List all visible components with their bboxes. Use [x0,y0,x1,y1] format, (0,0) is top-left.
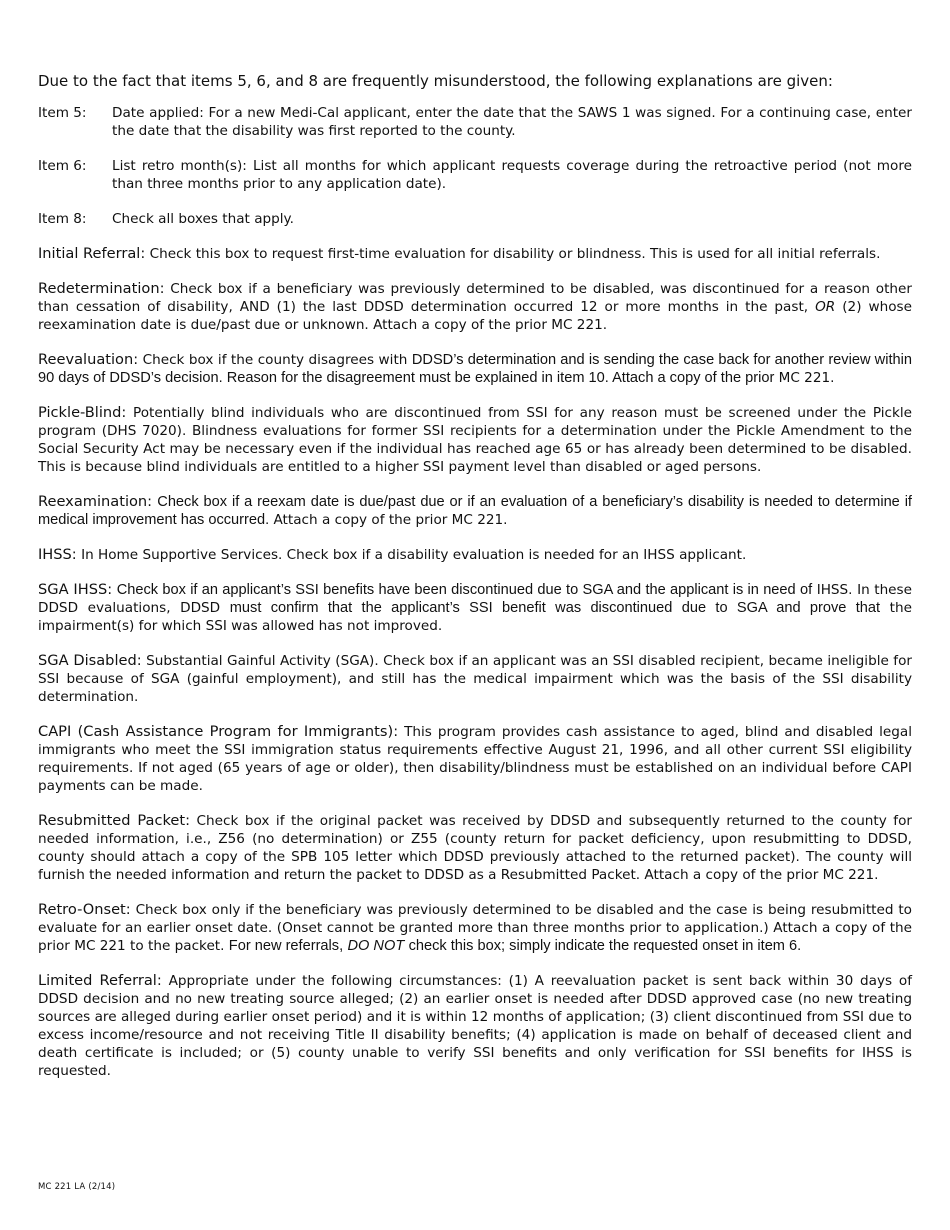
item-6 [38,157,912,193]
limited-referral-paragraph [38,972,912,1080]
section-text: Attach a copy of the prior MC 221. [273,512,508,528]
sga-disabled-paragraph [38,652,912,706]
section-text: In these DDSD evaluations, DDSD [38,582,912,616]
item-8 [38,210,912,228]
item-text: Check all boxes that apply. [112,211,294,227]
section-term: Initial Referral: [38,245,146,262]
section-term: Redetermination: [38,280,165,297]
section-text: (2) whose reexamination date is due/past due or unknown. Attach a copy of the prior MC 221. [38,299,912,333]
sga-ihss-paragraph [38,581,912,635]
section-term: Reevaluation: [38,351,139,368]
reexamination-paragraph [38,493,912,529]
item-label: Item 6: [38,158,87,174]
resubmitted-packet-paragraph [38,812,912,884]
section-text: Substantial Gainful Activity (SGA). Check box if an applicant was an SSI disabled recipient, became ineligible for SSI because of SGA (gainful employment), and still has the medical impairment which was the basis of the SSI disability determination. [38,653,912,705]
section-text: Check box if a beneficiary was previously determined to be disabled, was discontinued for a reason other than cessation of disability, AND (1) the last DDSD determination occurred 12 or more months in the past, [38,281,912,315]
item-label: Item 5: [38,105,87,121]
section-text: must confirm that the applicant’s SSI benefit was discontinued due to SGA and prove that [229,600,881,616]
item-label: Item 8: [38,211,87,227]
section-text: IHSS. [816,582,853,598]
reevaluation-paragraph [38,351,912,387]
section-term: CAPI (Cash Assistance Program for Immigrants): [38,723,399,740]
document-body [38,72,912,1097]
section-term: Resubmitted Packet: [38,812,191,829]
section-text: Check box if an applicant’s SSI benefits have been discontinued due to SGA and the applicant is in need of [116,582,813,598]
section-text: In Home Supportive Services. Check box if a disability evaluation is needed for an IHSS applicant. [81,547,747,563]
section-text: Appropriate under the following circumstances: (1) A reevaluation packet is sent back within 30 days of DDSD decision and no new treating source alleged; (2) an earlier onset is needed after DDSD approved case (no new treating sources are alleged during earlier onset period) and it is within 12 months of application; (3) client discontinued from SSI due to excess income/resource and not receiving Title II disability benefits; (4) application is made on behalf of deceased client and death certificate is included; or (5) county unable to verify SSI benefits and only verification for SSI benefits for IHSS is requested. [38,973,912,1079]
section-term: Pickle-Blind: [38,404,127,421]
section-text: check this box; simply indicate the requested onset in item 6. [408,938,802,954]
section-text: the impairment(s) for which SSI was allowed has not improved. [38,600,912,634]
intro-text: Due to the fact that items 5, 6, and 8 are frequently misunderstood, the following explanations are given: [38,72,833,90]
retro-onset-paragraph [38,901,912,955]
form-number-footer: MC 221 LA (2/14) [38,1182,116,1192]
item-text: List retro month(s): List all months for which applicant requests coverage during the retroactive period (not more than three months prior to any application date). [112,158,912,192]
section-text: Potentially blind individuals who are discontinued from SSI for any reason must be screened under the Pickle program (DHS 7020). Blindness evaluations for former SSI recipients for a determination under the Pickle Amendment to the Social Security Act may be necessary even if the individual has reached age 65 or has already been determined to be disabled. This is because blind individuals are entitled to a higher SSI payment level than disabled or aged persons. [38,405,912,475]
redetermination-paragraph [38,280,912,334]
emphasis-text: OR [815,299,836,315]
section-term: Reexamination: [38,493,153,510]
capi-paragraph [38,723,912,795]
section-text: For new referrals, [228,938,344,954]
item-5 [38,104,912,140]
section-term: SGA Disabled: [38,652,142,669]
section-text: Check this box to request first-time evaluation for disability or blindness. This is used for all initial referrals. [149,246,881,262]
section-term: Limited Referral: [38,972,162,989]
section-text: Check box only if the beneficiary was previously determined to be disabled and the case is being resubmitted to evaluate for an earlier onset date. (Onset cannot be granted more than three months prior to application.) Attach a copy of the prior MC 221 to the packet. [38,902,912,954]
pickle-blind-paragraph [38,404,912,476]
emphasis-text: DO NOT [347,938,405,954]
item-text: Date applied: For a new Medi-Cal applicant, enter the date that the SAWS 1 was signed. For a continuing case, enter the date that the disability was first reported to the county. [112,105,912,139]
section-text: This program provides cash assistance to aged, blind and disabled legal immigrants who meet the SSI immigration status requirements effective August 21, 1996, and all other current SSI eligibility requirements. If not aged (65 years of age or older), then disability/blindness must be established on an individual before CAPI payments can be made. [38,724,912,794]
section-text: Check box if the county disagrees with [142,352,408,368]
section-term: Retro-Onset: [38,901,131,918]
section-term: SGA IHSS: [38,581,113,598]
ihss-paragraph [38,546,912,564]
section-text: DDSD’s determination and is sending the case back for another review within 90 days of DDSD’s decision. Reason for the disagreement must be explained in item 10. Attach a copy of the prior [38,352,912,386]
initial-referral-paragraph [38,245,912,263]
section-text: Check box if the original packet was received by DDSD and subsequently returned to the county for needed information, i.e., Z56 (no determination) or Z55 (county return for packet deficiency, upon resubmitting to DDSD, county should attach a copy of the SPB 105 letter which DDSD previously attached to the returned packet). The county will furnish the needed information and return the packet to DDSD as a Resubmitted Packet. Attach a copy of the prior MC 221. [38,813,912,883]
section-text: MC 221. [778,370,835,386]
section-text: Check box if a reexam date is due/past due or if an evaluation of a beneficiary’s disability is needed to determine if medical improvement has occurred. [38,494,912,528]
section-term: IHSS: [38,546,77,563]
